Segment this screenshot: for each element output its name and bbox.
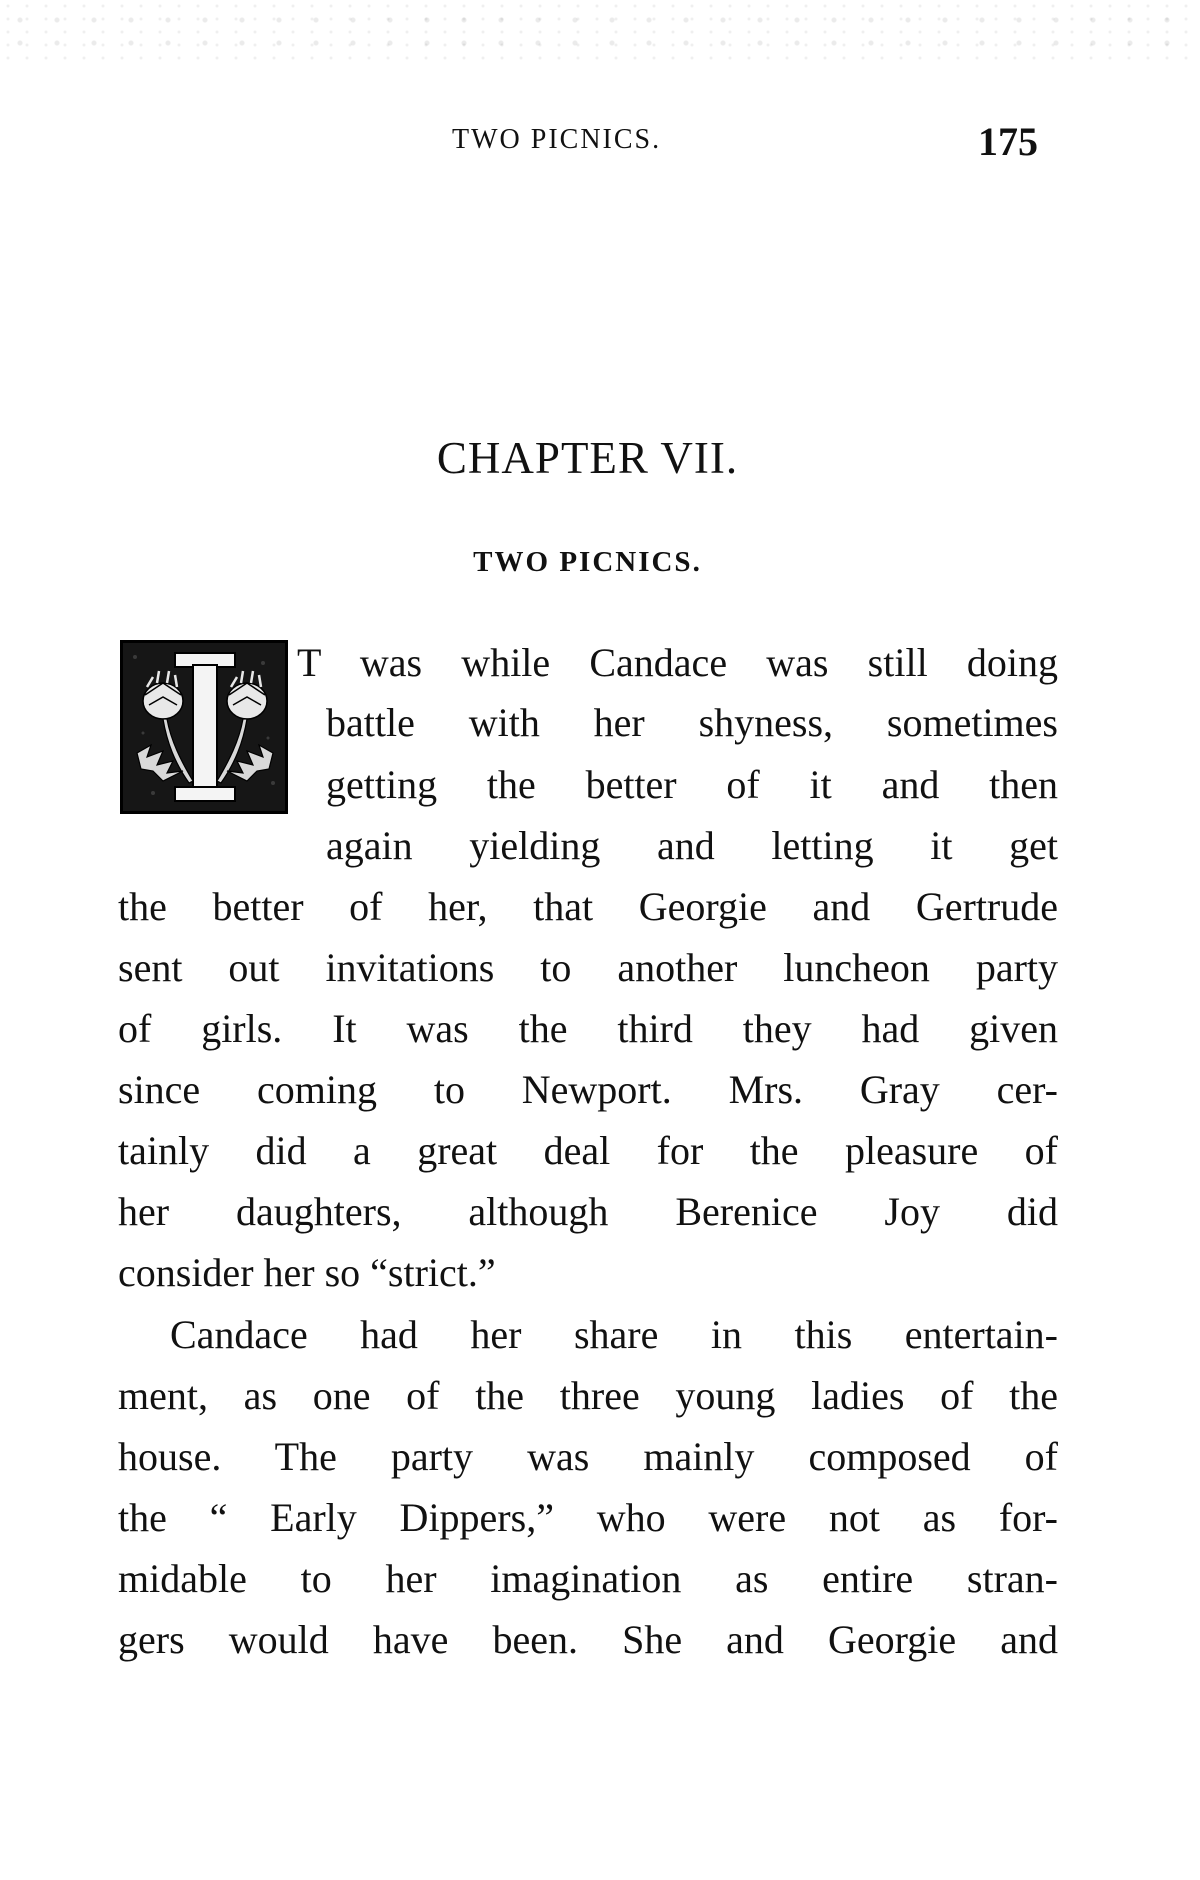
text-line: since coming to Newport. Mrs. Gray cer- — [118, 1067, 1058, 1112]
text-line: battle with her shyness, sometimes — [326, 700, 1058, 745]
text-line: of girls. It was the third they had given — [118, 1006, 1058, 1051]
text-line: her daughters, although Berenice Joy did — [118, 1189, 1058, 1234]
text-line: consider her so “strict.” — [118, 1250, 496, 1295]
page-number: 175 — [978, 119, 1038, 164]
drop-cap-ornament — [120, 640, 288, 814]
text-line: getting the better of it and then — [326, 762, 1058, 807]
running-title: TWO PICNICS. — [452, 124, 662, 155]
text-line: the better of her, that Georgie and Gertrude — [118, 884, 1058, 929]
running-head — [0, 118, 1200, 168]
text-line: again yielding and letting it get — [326, 823, 1058, 868]
chapter-heading: CHAPTER VII. — [436, 433, 739, 483]
text-line: house. The party was mainly composed of — [118, 1434, 1058, 1479]
thistle-drop-cap-icon — [123, 643, 285, 811]
text-line: Candace had her share in this entertain- — [170, 1312, 1058, 1357]
text-line: T was while Candace was still doing — [297, 640, 1058, 685]
text-line: gers would have been. She and Georgie and — [118, 1617, 1058, 1662]
text-line: the “ Early Dippers,” who were not as for- — [118, 1495, 1058, 1540]
chapter-subtitle: TWO PICNICS. — [473, 546, 702, 578]
text-line: sent out invitations to another luncheon party — [118, 945, 1058, 990]
text-line: ment, as one of the three young ladies of the — [118, 1373, 1058, 1418]
text-line: tainly did a great deal for the pleasure of — [118, 1128, 1058, 1173]
scan-noise — [0, 0, 1200, 60]
text-line: midable to her imagination as entire stran- — [118, 1556, 1058, 1601]
